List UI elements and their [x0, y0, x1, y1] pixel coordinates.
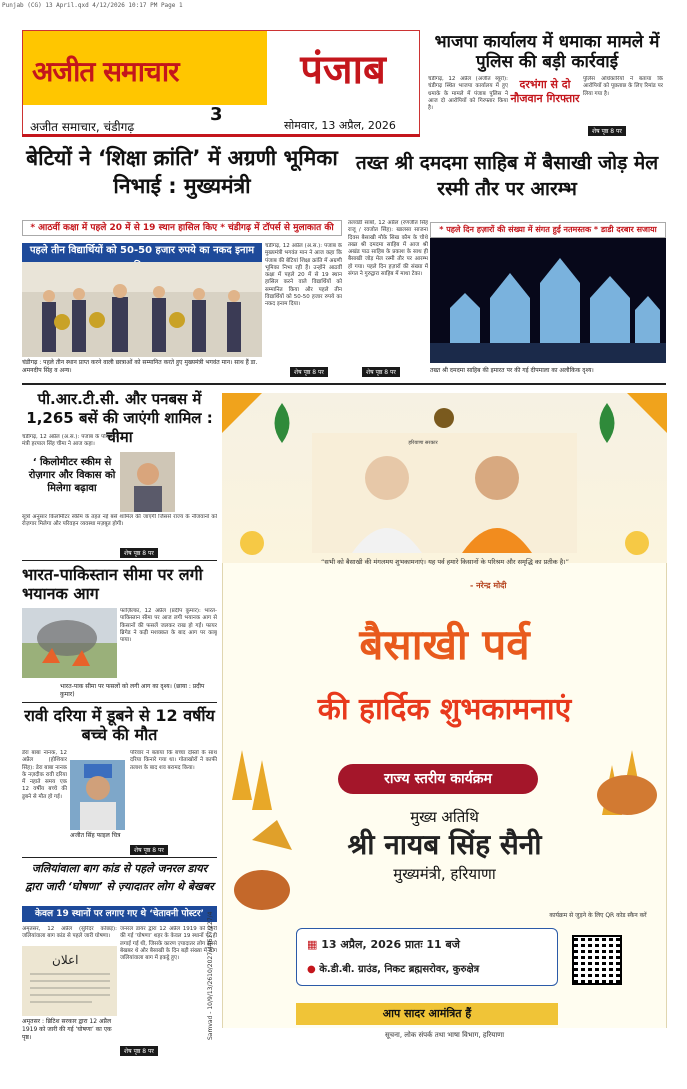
ad-chief-guest-name: श्री नायब सिंह सैनी [347, 828, 542, 861]
location-pin-icon: ● [307, 964, 320, 975]
jallianwala-photo [22, 946, 117, 1016]
masthead-rule [22, 134, 420, 137]
ad-side-code: Samvad - 10/9/13/2610/2027/44617/227/4 [207, 911, 214, 1040]
bjp-sub: दरभंगा से दो नौजवान गिरफ्तार [510, 78, 580, 105]
jallianwala-body: जनरल डायर द्वारा 12 अप्रैल 1919 को जारी की गई ‘घोषणा’ शहर के केवल 19 स्थानों पर ही लगाई गई थी, जिसके कारण ज़्यादातर लोग इससे बेखबर थे और बैसाखी के दिन बड़ी संख्या में लोग जलियांवाला बाग में इकट्ठे हुए। [120, 926, 217, 962]
ad-footer: सूचना, लोक संपर्क तथा भाषा विभाग, हरियाणा [222, 1028, 667, 1043]
damdama-strip: * पहले दिन हज़ारों की संख्या में संगत हुई नतमस्तक * डाडी दरबार सजाया [430, 222, 666, 238]
ad-title-wishes: की हार्दिक शुभकामनाएं [317, 692, 572, 727]
jallianwala-blue-strip: केवल 19 स्थानों पर लगाए गए थे ‘चेतावनी पोस्टर’ [22, 906, 217, 922]
rule-2 [22, 560, 217, 561]
jallianwala-headline: जलियांवाला बाग कांड से पहले जनरल डायर द्वारा जारी ‘घोषणा’ से ज़्यादातर लोग थे बेखबर [25, 862, 214, 893]
jallianwala-more-link[interactable]: शेष पृष्ठ 8 पर [120, 1046, 158, 1056]
ravi-caption: अजीत सिंह फाइल चित्र [70, 832, 121, 839]
jallianwala-body-lead: अमृतसर, 12 अप्रैल (सुरिंदर कोछड़): जलियांवाला बाग कांड से पहले जारी घोषणा। [22, 926, 117, 940]
masthead-date: सोमवार, 13 अप्रैल, 2026 [284, 119, 396, 132]
border-photo [22, 608, 117, 678]
section-rule [22, 383, 666, 385]
border-headline: भारत-पाकिस्तान सीमा पर लगी भयानक आग [22, 565, 203, 603]
border-body: फाज़िल्का, 12 अप्रैल (प्रदीप कुमार): भारत-पाकिस्तान सीमा पर आज लगी भयानक आग से किसानों की फसलें जलकर राख हो गईं। फायर ब्रिगेड ने कड़ी मशक्कत के बाद आग पर काबू पाया। [120, 608, 217, 644]
page-number: 3 [210, 104, 223, 125]
masthead-subtitle: अजीत समाचार, चंडीगढ़ [30, 120, 135, 134]
ravi-body-col1: डेरा बाबा नानक, 12 अप्रैल (होशियार सिंह): डेरा बाबा नानक के नज़दीक रावी दरिया में नहाते समय एक 12 वर्षीय बच्चे की डूबने से मौत हो गई। [22, 750, 67, 800]
bjp-more-link[interactable]: शेष पृष्ठ 8 पर [588, 126, 626, 136]
education-strip: * आठवीं कक्षा में पहले 20 में से 19 स्थान हासिल किए * चंडीगढ़ में टॉपर्स से मुलाकात की [22, 220, 342, 236]
jallianwala-caption: अमृतसर : ब्रिटिश सरकार द्वारा 12 अप्रैल 1919 को जारी की गई ‘घोषणा’ का एक पृष्ठ। [22, 1018, 112, 1041]
ravi-body-col3: परिवार ने बताया कि बच्चा दोस्तों के साथ दरिया किनारे गया था। गोताखोरों ने काफी तलाश के बाद शव बरामद किया। [130, 750, 217, 771]
education-caption: चंडीगढ़ : पहले तीन स्थान प्राप्त करने वाली छात्राओं को सम्मानित करते हुए मुख्यमंत्री भगवंत मान। साथ हैं डा. अमनदीप सिंह व अन्य। [22, 359, 258, 374]
calendar-icon: ▦ [307, 938, 322, 951]
ad-date-line [307, 937, 552, 952]
ad-title-baisakhi: बैसाखी पर्व [359, 620, 530, 669]
damdama-more-link[interactable]: शेष पृष्ठ 8 पर [362, 367, 400, 377]
ravi-more-link[interactable]: शेष पृष्ठ 8 पर [130, 845, 168, 855]
prtc-body-lead: चंडीगढ़, 12 अप्रैल (अ.स.): पंजाब के परिवहन मंत्री हरपाल सिंह चीमा ने आज कहा। [22, 434, 117, 448]
print-slug: Punjab (CG) 13 April.qxd 4/12/2026 10:17 PM Page 1 [2, 2, 183, 9]
damdama-headline: तख्त श्री दमदमा साहिब में बैसाखी जोड़ मेल रस्मी तौर पर आरम्भ [355, 152, 659, 200]
masthead-title-right: पंजाब [300, 46, 386, 93]
ad-event-details [296, 928, 558, 986]
education-more-link[interactable]: शेष पृष्ठ 8 पर [290, 367, 328, 377]
damdama-body: तलवंडी साबो, 12 अप्रैल (रणजीत सिंह राजू / रवजोत सिंह): खालसा साजना दिवस बैसाखी मौके सिख कौम के चौथे तख्त श्री दमदमा साहिब में आज श्री अखंड पाठ साहिब के प्रकाश के साथ ही बैसाखी जोड़ मेल रस्मी तौर पर आरम्भ हो गया। पहले दिन हज़ारों की संख्या में संगत ने गुरुद्वारा साहिब में माथा टेका। [348, 220, 428, 278]
education-photo [22, 262, 262, 357]
rule-4 [22, 857, 217, 858]
prtc-body: सूत्रों अनुसार किलोमीटर स्कीम के तहत नई बसें शामिल की जाएंगी जिससे राज्य के नौजवानों को रोज़गार मिलेगा और परिवहन व्यवस्था मज़बूत होगी। [22, 514, 217, 528]
ad-qr-label: कार्यक्रम से जुड़ने के लिए QR कोड स्कैन करें [549, 912, 647, 919]
ad-venue-text: के.डी.बी. ग्राउंड, निकट ब्रह्मसरोवर, कुरुक्षेत्र [319, 964, 480, 975]
ravi-photo [70, 760, 125, 830]
svg-text:اعلان: اعلان [52, 953, 79, 967]
bjp-body-col1: चंडीगढ़, 12 अप्रैल (अजीत ब्यूरो): चंडीगढ़ स्थित भाजपा कार्यालय में हुए धमाके के मामले में पंजाब पुलिस ने आज दो आरोपियों को गिरफ्तार किया है। [428, 76, 508, 112]
education-blue-strip: पहले तीन विद्यार्थियों को 50-50 हजार रुपये का नकद इनाम [22, 243, 262, 275]
ad-qr-code[interactable] [572, 935, 622, 985]
prtc-more-link[interactable]: शेष पृष्ठ 8 पर [120, 548, 158, 558]
ad-chief-guest-role: मुख्यमंत्री, हरियाणा [393, 865, 496, 883]
prtc-photo [120, 452, 175, 512]
damdama-caption: तख्त श्री दमदमा साहिब की इमारत पर की गई दीपमाला का अलौकिक दृश्य। [430, 367, 594, 374]
ad-invite: आप सादर आमंत्रित हैं [296, 1003, 558, 1025]
education-headline: बेटियों ने ‘शिक्षा क्रांति’ में अग्रणी भूमिका निभाई : मुख्यमंत्री [26, 146, 338, 198]
ravi-headline: रावी दरिया में डूबने से 12 वर्षीय बच्चे की मौत [24, 706, 215, 744]
damdama-photo [430, 238, 666, 363]
rule-3 [22, 702, 217, 703]
prtc-headline: पी.आर.टी.सी. और पनबस में 1,265 बसें की जाएंगी शामिल : चीमा [26, 390, 213, 446]
ad-date-text: 13 अप्रैल, 2026 प्रातः 11 बजे [321, 938, 460, 951]
ad-venue-line [307, 961, 552, 975]
bjp-body-col3: पुलिस अधिकारियों ने बताया कि आरोपियों को पूछताछ के लिए रिमांड पर लिया गया है। [583, 76, 663, 97]
border-caption: भारत-पाक सीमा पर फसलों को लगी आग का दृश्य। (छाया : प्रदीप कुमार) [60, 683, 205, 698]
ad-signature: - नरेन्द्र मोदी [470, 581, 507, 590]
ad-decoration [222, 393, 667, 563]
masthead-title-left: अजीत समाचार [32, 55, 179, 88]
bjp-headline: भाजपा कार्यालय में धमाका मामले में पुलिस की बड़ी कार्रवाई [434, 32, 660, 72]
prtc-sub: ‘ किलोमीटर स्कीम से रोज़गार और विकास को मिलेगा बढ़ावा [28, 457, 116, 494]
education-body: चंडीगढ़, 12 अप्रैल (अ.स.): पंजाब के मुख्यमंत्री भगवंत मान ने आज कहा कि पंजाब की बेटियां शिक्षा क्रांति में अग्रणी भूमिका निभा रही हैं। उन्होंने आठवीं कक्षा में पहले 20 में से 19 स्थान हासिल करने वाले विद्यार्थियों को सम्मानित किया और पहले तीन विद्यार्थियों को 50-50 हजार रुपये का नकद इनाम दिया। [265, 243, 342, 308]
ad-quote: “सभी को बैसाखी की मंगलमय शुभकामनाएं। यह पर्व हमारे किसानों के परिश्रम और समृद्धि का प्रतीक है।” [321, 558, 569, 566]
ad-chief-guest-label: मुख्य अतिथि [410, 808, 479, 826]
ad-event-label: राज्य स्तरीय कार्यक्रम [338, 764, 538, 794]
ad-govt-label: हरियाणा सरकार [408, 440, 438, 446]
